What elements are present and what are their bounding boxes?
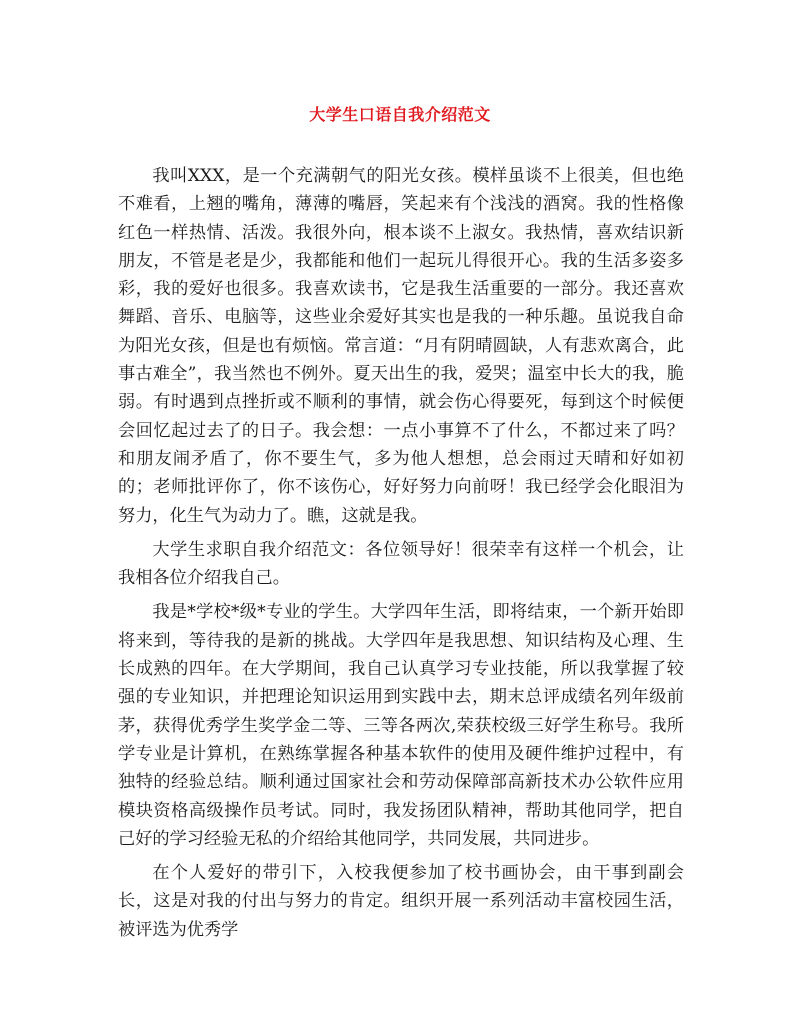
paragraph-education: 我是*学校*级*专业的学生。大学四年生活，即将结束，一个新开始即将来到，等待我的是新的挑战。大学四年是我思想、知识结构及心理、生长成熟的四年。在大学期间，我自己认真学习专业技能，所以我掌握了较强的专业知识，并把理论知识运用到实践中去，期末总评成绩名列年级前茅，获得优秀学生奖学金二等、三等各两次,荣获校级三好学生称号。我所学专业是计算机，在熟练掌握各种基本软件的使用及硬件维护过程中，有独特的经验总结。顺利通过国家社会和劳动保障部高新技术办公软件应用模块资格高级操作员考试。同时，我发扬团队精神，帮助其他同学，把自己好的学习经验无私的介绍给其他同学，共同发展，共同进步。	[118, 602, 684, 849]
document-body	[118, 162, 684, 944]
paragraph-job-intro: 大学生求职自我介绍范文：各位领导好！很荣幸有这样一个机会，让我相各位介绍我自己。	[118, 539, 684, 589]
paragraph-hobbies: 在个人爱好的带引下，入校我便参加了校书画协会，由干事到副会长，这是对我的付出与努力的肯定。组织开展一系列活动丰富校园生活，被评选为优秀学	[118, 863, 684, 940]
paragraph-self-description: 我叫XXX，是一个充满朝气的阳光女孩。模样虽谈不上很美，但也绝不难看，上翘的嘴角，薄薄的嘴唇，笑起来有个浅浅的酒窝。我的性格像红色一样热情、活泼。我很外向，根本谈不上淑女。我热情，喜欢结识新朋友，不管是老是少，我都能和他们一起玩儿得很开心。我的生活多姿多彩，我的爱好也很多。我喜欢读书，它是我生活重要的一部分。我还喜欢舞蹈、音乐、电脑等，这些业余爱好其实也是我的一种乐趣。虽说我自命为阳光女孩，但是也有烦恼。常言道：“月有阴晴圆缺，人有悲欢离合，此事古难全”，我当然也不例外。夏天出生的我，爱哭；温室中长大的我，脆弱。有时遇到点挫折或不顺利的事情，就会伤心得要死，每到这个时候便会回忆起过去了的日子。我会想：一点小事算不了什么，不都过来了吗？和朋友闹矛盾了，你不要生气，多为他人想想，总会雨过天晴和好如初的；老师批评你了，你不该伤心，好好努力向前呀！我已经学会化眼泪为努力，化生气为动力了。瞧，这就是我。	[118, 166, 684, 526]
document-title: 大学生口语自我介绍范文	[309, 105, 491, 124]
